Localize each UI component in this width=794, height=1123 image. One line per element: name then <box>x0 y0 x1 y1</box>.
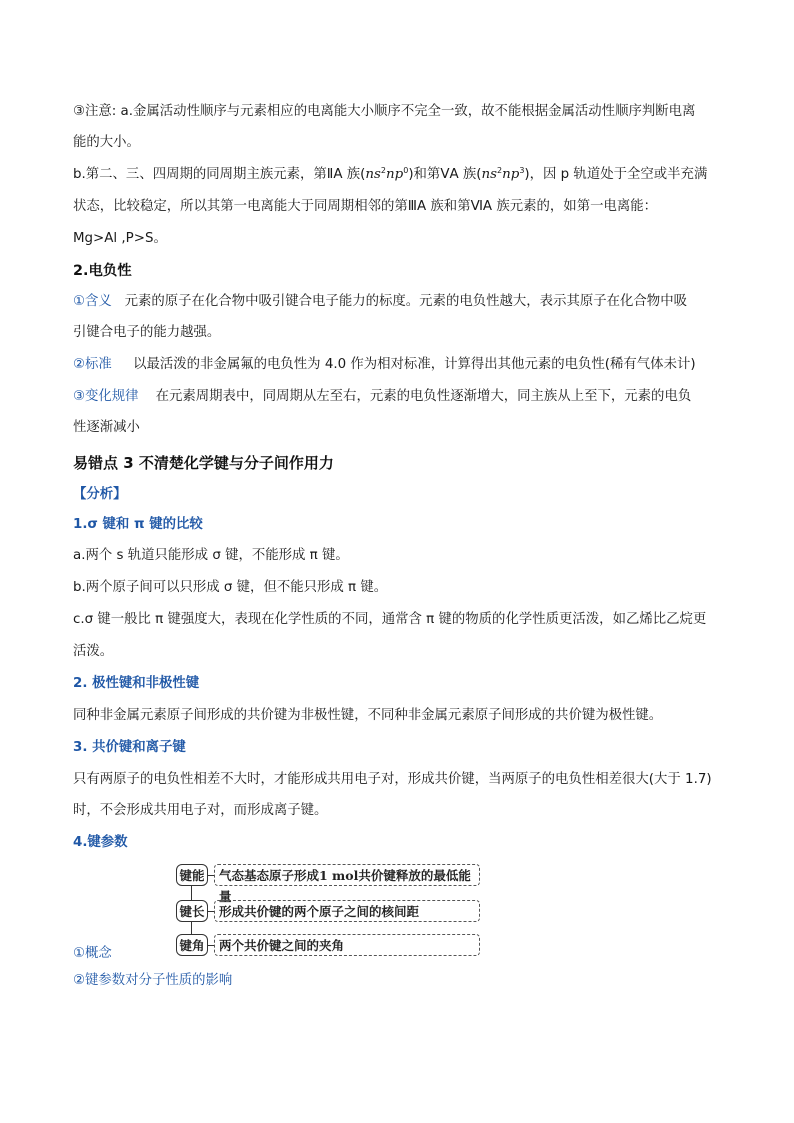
ns: ns <box>365 167 381 182</box>
b-line-3 <box>73 228 167 250</box>
np: np <box>386 167 404 182</box>
text: 以最活泼的非金属氟的电负性为 4.0 作为相对标准，计算得出其他元素的电负性(稀有气体未计) <box>133 357 696 372</box>
desc-bond-length: 形成共价键的两个原子之间的核间距 <box>214 900 480 922</box>
b-line-2 <box>73 196 657 218</box>
sup: 0 <box>403 166 409 175</box>
en-definition-cont <box>73 322 220 344</box>
sigma-pi-c: c.σ 键一般比 π 键强度大，表现在化学性质的不同，通常含 π 键的物质的化学性质更活泼，如乙烯比乙烷更 <box>73 612 707 627</box>
heading-polar: 2. 极性键和非极性键 <box>73 676 200 691</box>
b-text-b: )和第ⅤA 族( <box>408 167 482 182</box>
b-text-line3: Mg>Al ,P>S。 <box>73 231 167 246</box>
label: ②标准 <box>73 357 112 372</box>
sup: 3 <box>519 166 525 175</box>
sup: 2 <box>497 166 503 175</box>
en-trend <box>73 386 691 408</box>
ionic-text-2: 时，不会形成共用电子对，而形成离子键。 <box>73 803 328 818</box>
desc-bond-energy: 气态基态原子形成1 mol共价键释放的最低能量 <box>214 864 480 886</box>
en-standard <box>73 354 696 376</box>
b-text-a: b.第二、三、四周期的同周期主族元素，第ⅡA 族( <box>73 167 366 182</box>
b-text-line2: 状态，比较稳定，所以其第一电离能大于同周期相邻的第ⅢA 族和第ⅥA 族元素的，如第一电离能： <box>73 199 658 214</box>
note-line-1 <box>73 101 695 123</box>
note-line-2 <box>73 132 140 154</box>
label: ③变化规律 <box>73 389 139 404</box>
text: 元素的原子在化合物中吸引键合电子能力的标度。元素的电负性越大，表示其原子在化合物中吸 <box>124 294 687 309</box>
sigma-pi-c-cont: 活泼。 <box>73 644 114 659</box>
tag-bond-energy: 键能 <box>176 864 208 886</box>
ns: ns <box>481 167 498 182</box>
heading-electronegativity: 2.电负性 <box>73 263 132 279</box>
text: 引键合电子的能力越强。 <box>73 325 221 340</box>
b-line-1 <box>73 164 707 186</box>
text: 性逐渐减小 <box>73 420 140 435</box>
tag-bond-angle: 键角 <box>176 934 208 956</box>
label: ①含义 <box>73 294 112 309</box>
tag-bond-length: 键长 <box>176 900 208 922</box>
sigma-pi-b: b.两个原子间可以只形成 σ 键，但不能只形成 π 键。 <box>73 580 388 595</box>
analysis-label: 【分析】 <box>73 487 127 502</box>
influence-label: ②键参数对分子性质的影响 <box>73 973 233 988</box>
concept-label: ①概念 <box>73 946 112 961</box>
bond-parameter-diagram <box>176 860 486 960</box>
heading-bond-params: 4.键参数 <box>73 835 128 850</box>
b-text-c: )，因 p 轨道处于全空或半充满 <box>524 167 708 182</box>
note-text: ③注意: a.金属活动性顺序与元素相应的电离能大小顺序不完全一致，故不能根据金属活动性顺序判断电离 <box>73 104 696 119</box>
heading-ionic: 3. 共价键和离子键 <box>73 740 186 755</box>
section-title: 易错点 3 不清楚化学键与分子间作用力 <box>73 454 334 472</box>
en-definition <box>73 291 687 313</box>
sigma-pi-a: a.两个 s 轨道只能形成 σ 键，不能形成 π 键。 <box>73 548 349 563</box>
text: 在元素周期表中，同周期从左至右，元素的电负性逐渐增大，同主族从上至下，元素的电负 <box>155 389 692 404</box>
heading-sigma-pi: 1.σ 键和 π 键的比较 <box>73 517 203 532</box>
np: np <box>502 167 520 182</box>
sup: 2 <box>380 166 387 175</box>
desc-bond-angle: 两个共价键之间的夹角 <box>214 934 480 956</box>
polar-text: 同种非金属元素原子间形成的共价键为非极性键，不同种非金属元素原子间形成的共价键为极性键。 <box>73 708 663 723</box>
en-trend-cont <box>73 417 140 439</box>
note-text-cont: 能的大小。 <box>73 135 140 150</box>
ionic-text-1: 只有两原子的电负性相差不大时，才能形成共用电子对，形成共价键，当两原子的电负性相差很大(大于 1.7) <box>73 772 712 787</box>
